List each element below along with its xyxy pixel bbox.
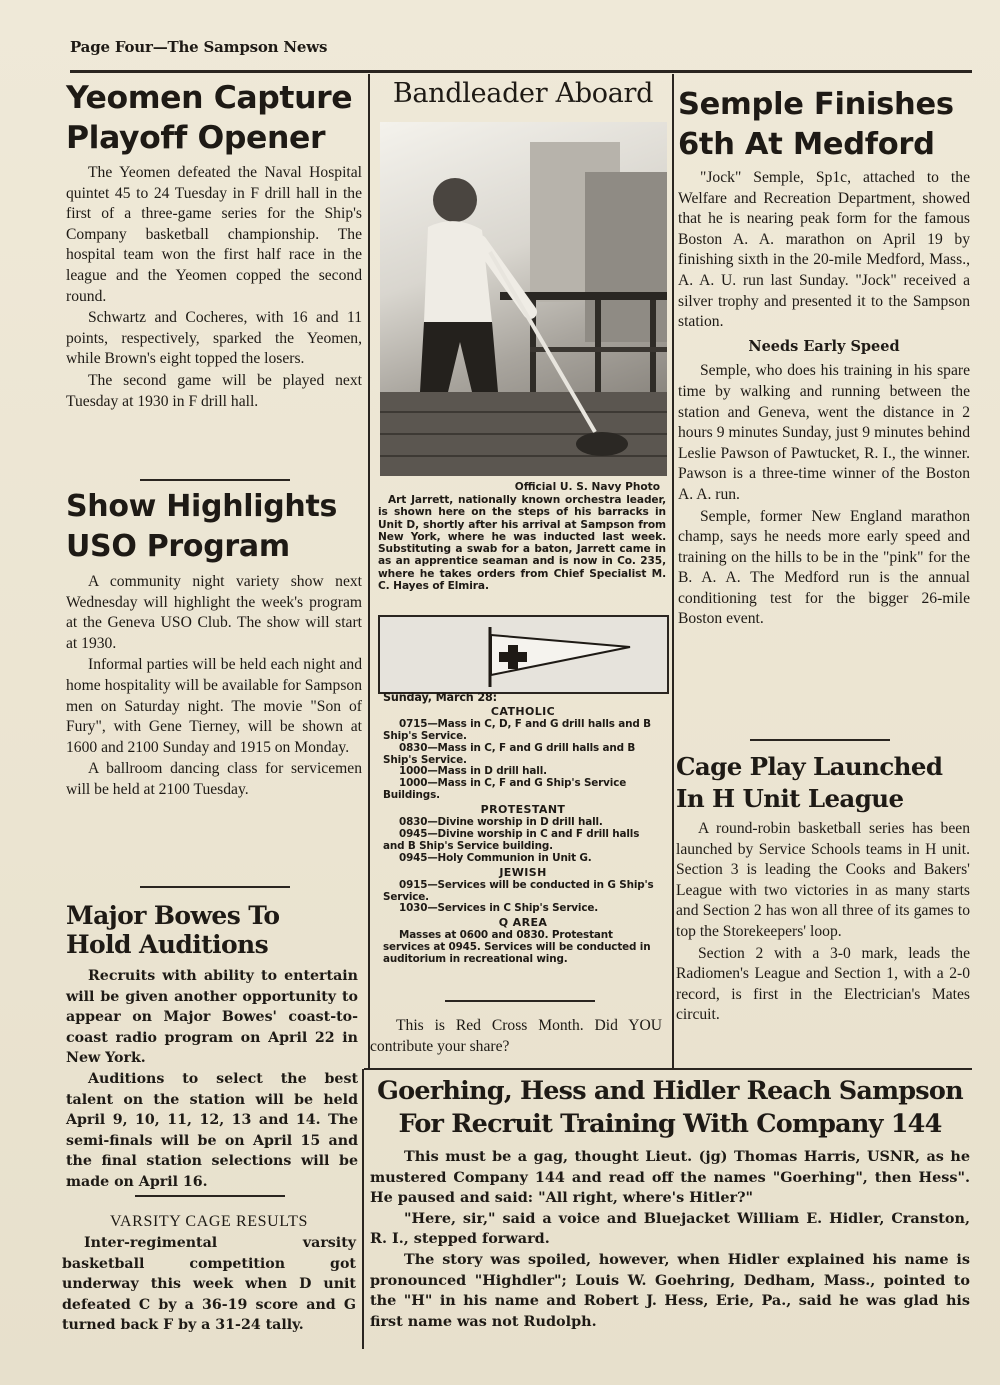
semple-headline	[678, 85, 970, 165]
article-varsity	[62, 1213, 356, 1336]
goerhing-body	[370, 1147, 970, 1332]
schedule-line: Masses at 0600 and 0830. Protestant services at 0945. Services will be conducted in auditorium in recreational wing.	[383, 929, 651, 966]
article-semple	[678, 85, 970, 630]
redcross-text: This is Red Cross Month. Did YOU contribute your share?	[370, 1017, 662, 1055]
semple-headline-line2: 6th At Medford	[678, 127, 935, 162]
schedule-heading: CATHOLIC	[490, 704, 556, 718]
cage-headline-line1: Cage Play Launched	[676, 752, 943, 781]
schedule-heading: PROTESTANT	[480, 803, 566, 817]
schedule-line: 0945—Holy Communion in Unit G.	[399, 851, 592, 864]
schedule-date: Sunday, March 28:	[383, 691, 497, 704]
schedule-line: 1000—Mass in C, F and G Ship's Service Buildings.	[383, 777, 627, 802]
yeomen-paragraph: The Yeomen defeated the Naval Hospital quintet 45 to 24 Tuesday in F drill hall in the first of a three-game series for the Ship's Company basketball championship. The hospital team won the first half race in the league and the Yeomen copped the second round.	[66, 164, 362, 305]
schedule-line: 0945—Divine worship in C and F drill halls and B Ship's Service building.	[383, 827, 640, 852]
mop-head	[576, 432, 628, 456]
bowes-paragraph: Auditions to select the best talent on the station will be held April 9, 10, 11, 12, 13 and 14. The semi-finals will be on April 15 and the final station selections will be made on April 16.	[66, 1070, 358, 1190]
goerhing-headline	[370, 1075, 970, 1141]
article-cage	[676, 751, 970, 1026]
column-divider-lower	[362, 1069, 364, 1349]
semple-subhead: Needs Early Speed	[748, 337, 900, 355]
column-divider-left	[368, 74, 370, 1069]
article-separator	[140, 479, 290, 481]
column-divider-right	[672, 74, 674, 1069]
bandleader-headline	[378, 78, 668, 109]
cage-headline	[676, 751, 970, 815]
page-folio: Page Four—The Sampson News	[70, 38, 328, 56]
masthead-rule	[70, 70, 972, 73]
goerhing-headline-line2: For Recruit Training With Company 144	[398, 1109, 942, 1139]
schedule-line: 1030—Services in C Ship's Service.	[399, 902, 599, 915]
bowes-paragraph: Recruits with ability to entertain will be given another opportunity to appear on Major Bowes' coast-to-coast radio program on April 22 in New York.	[66, 968, 358, 1067]
semple-paragraph: Semple, former New England marathon champ, says he needs more early speed and training on the hills to be in the "pink" for the B. A. A. The Medford run is the annual conditioning test for the bigger 26-mile Boston event.	[678, 507, 970, 628]
church-pennant-box	[378, 615, 669, 694]
schedule-line: 1000—Mass in D drill hall.	[399, 765, 547, 778]
cage-paragraph: A round-robin basketball series has been launched by Service Schools teams in H unit. Section 3 is leading the Cooks and Bakers' League with two victories in as many starts and Section 2 has won all three of its games to top the Storekeepers' loop.	[676, 820, 970, 940]
article-separator	[140, 886, 290, 888]
uso-paragraph: A community night variety show next Wednesday will highlight the week's program at the Geneva USO Club. The show will start at 1930.	[66, 573, 362, 652]
schedule-line: 0830—Mass in C, F and G drill halls and B Ship's Service.	[383, 741, 636, 766]
bowes-headline	[66, 901, 358, 959]
bowes-headline-line1: Major Bowes To	[66, 901, 280, 930]
church-schedule	[383, 692, 663, 966]
bandleader-caption-text: Art Jarrett, nationally known orchestra leader, is shown here on the steps of his barracks in Unit D, shortly after his arrival at Sampson from New York, where he was inducted last week. Substituting a swab for a baton, Jarrett came in as an apprentice seaman and is now in Co. 235, where he takes orders from Chief Specialist M. C. Hayes of Elmira.	[378, 494, 666, 593]
schedule-line: 0915—Services will be conducted in G Ship's Service.	[383, 878, 654, 903]
schedule-heading: JEWISH	[499, 865, 547, 879]
semple-body	[678, 168, 970, 630]
photo-credit: Official U. S. Navy Photo	[514, 481, 660, 493]
cross-horizontal	[499, 652, 527, 662]
yeomen-paragraph: The second game will be played next Tuesday at 1930 in F drill hall.	[66, 371, 362, 410]
bowes-body	[66, 966, 358, 1193]
man-head	[433, 178, 477, 222]
uso-paragraph: Informal parties will be held each night and home hospitality will be available for Sampson men on Saturday night. The movie "Son of Fury", with Gene Tierney, will be shown at 1600 and 2100 Sunday and 1915 on Monday.	[66, 656, 362, 756]
redcross-notice	[370, 1016, 662, 1057]
article-separator	[135, 1195, 285, 1197]
semple-paragraph: Semple, who does his training in his spare time by walking and running between the station and Geneva, went the distance in 2 hours 9 minutes Sunday, just 9 minutes behind Leslie Pawson of Pawtucket, R. I., the winner. Pawson is a three-time winner of the Boston A. A. run.	[678, 362, 970, 503]
article-goerhing	[370, 1075, 970, 1332]
schedule-line: 0715—Mass in C, D, F and G drill halls and B Ship's Service.	[383, 717, 651, 742]
cage-headline-line2: In H Unit League	[676, 784, 904, 813]
article-yeomen	[66, 78, 362, 412]
uso-headline-line2: USO Program	[66, 529, 290, 564]
church-pennant-illustration	[380, 617, 667, 692]
semple-paragraph: "Jock" Semple, Sp1c, attached to the Welfare and Recreation Department, showed that he is nearing peak form for the famous Boston A. A. marathon on April 19 by finishing sixth in the 20-mile Medford, Mass., A. A. U. run last Sunday. "Jock" received a silver trophy and presented it to the Sampson station.	[678, 169, 970, 331]
bandleader-photo-illustration	[380, 122, 667, 476]
uso-headline-line1: Show Highlights	[66, 489, 338, 524]
article-separator	[445, 1000, 595, 1002]
goerhing-paragraph: "Here, sir," said a voice and Bluejacket William E. Hidler, Cranston, R. I., stepped forward.	[370, 1209, 970, 1248]
goerhing-paragraph: The story was spoiled, however, when Hidler explained his name is pronounced "Highdler"; Louis W. Goehring, Dedham, Mass., pointed to the "H" in his name and Robert J. Hess, Erie, Pa., said he was glad his first name was not Rudolph.	[370, 1250, 970, 1330]
goerhing-paragraph: This must be a gag, thought Lieut. (jg) Thomas Harris, USNR, as he mustered Company 144 and read off the names "Goerhing", then Hess". He paused and said: "All right, where's Hitler?"	[370, 1148, 970, 1207]
semple-headline-line1: Semple Finishes	[678, 87, 954, 122]
schedule-heading: Q AREA	[498, 916, 548, 930]
yeomen-headline-line2: Playoff Opener	[66, 120, 326, 156]
article-separator	[750, 739, 890, 741]
cage-paragraph: Section 2 with a 3-0 mark, leads the Radiomen's League and Section 1, with a 2-0 record, is first in the Electrician's Mates circuit.	[676, 944, 970, 1024]
bowes-headline-line2: Hold Auditions	[66, 930, 269, 959]
article-uso	[66, 487, 362, 801]
railing-rail	[530, 347, 667, 352]
yeomen-paragraph: Schwartz and Cocheres, with 16 and 11 points, respectively, sparked the Yeomen, while Brown's eight topped the losers.	[66, 309, 362, 368]
varsity-body	[62, 1233, 356, 1336]
yeomen-headline	[66, 78, 362, 158]
varsity-headline: VARSITY CAGE RESULTS	[109, 1213, 309, 1230]
bandleader-caption-block	[378, 481, 666, 592]
schedule-line: 0830—Divine worship in D drill hall.	[399, 816, 603, 829]
yeomen-body	[66, 163, 362, 412]
article-bowes	[66, 901, 358, 1193]
bandleader-photo	[380, 122, 667, 476]
varsity-paragraph: Inter-regimental varsity basketball competition got underway this week when D unit defeated C by a 36-19 score and G turned back F by a 31-24 tally.	[62, 1235, 356, 1334]
cage-body	[676, 819, 970, 1026]
bandleader-headline-text: Bandleader Aboard	[392, 78, 654, 109]
goerhing-top-rule	[364, 1068, 972, 1070]
uso-paragraph: A ballroom dancing class for servicemen will be held at 2100 Tuesday.	[66, 760, 362, 798]
uso-headline	[66, 487, 362, 567]
man-trousers	[420, 322, 498, 392]
uso-body	[66, 572, 362, 801]
goerhing-headline-line1: Goerhing, Hess and Hidler Reach Sampson	[377, 1076, 963, 1106]
yeomen-headline-line1: Yeomen Capture	[66, 80, 353, 116]
bandleader-caption	[378, 494, 666, 592]
